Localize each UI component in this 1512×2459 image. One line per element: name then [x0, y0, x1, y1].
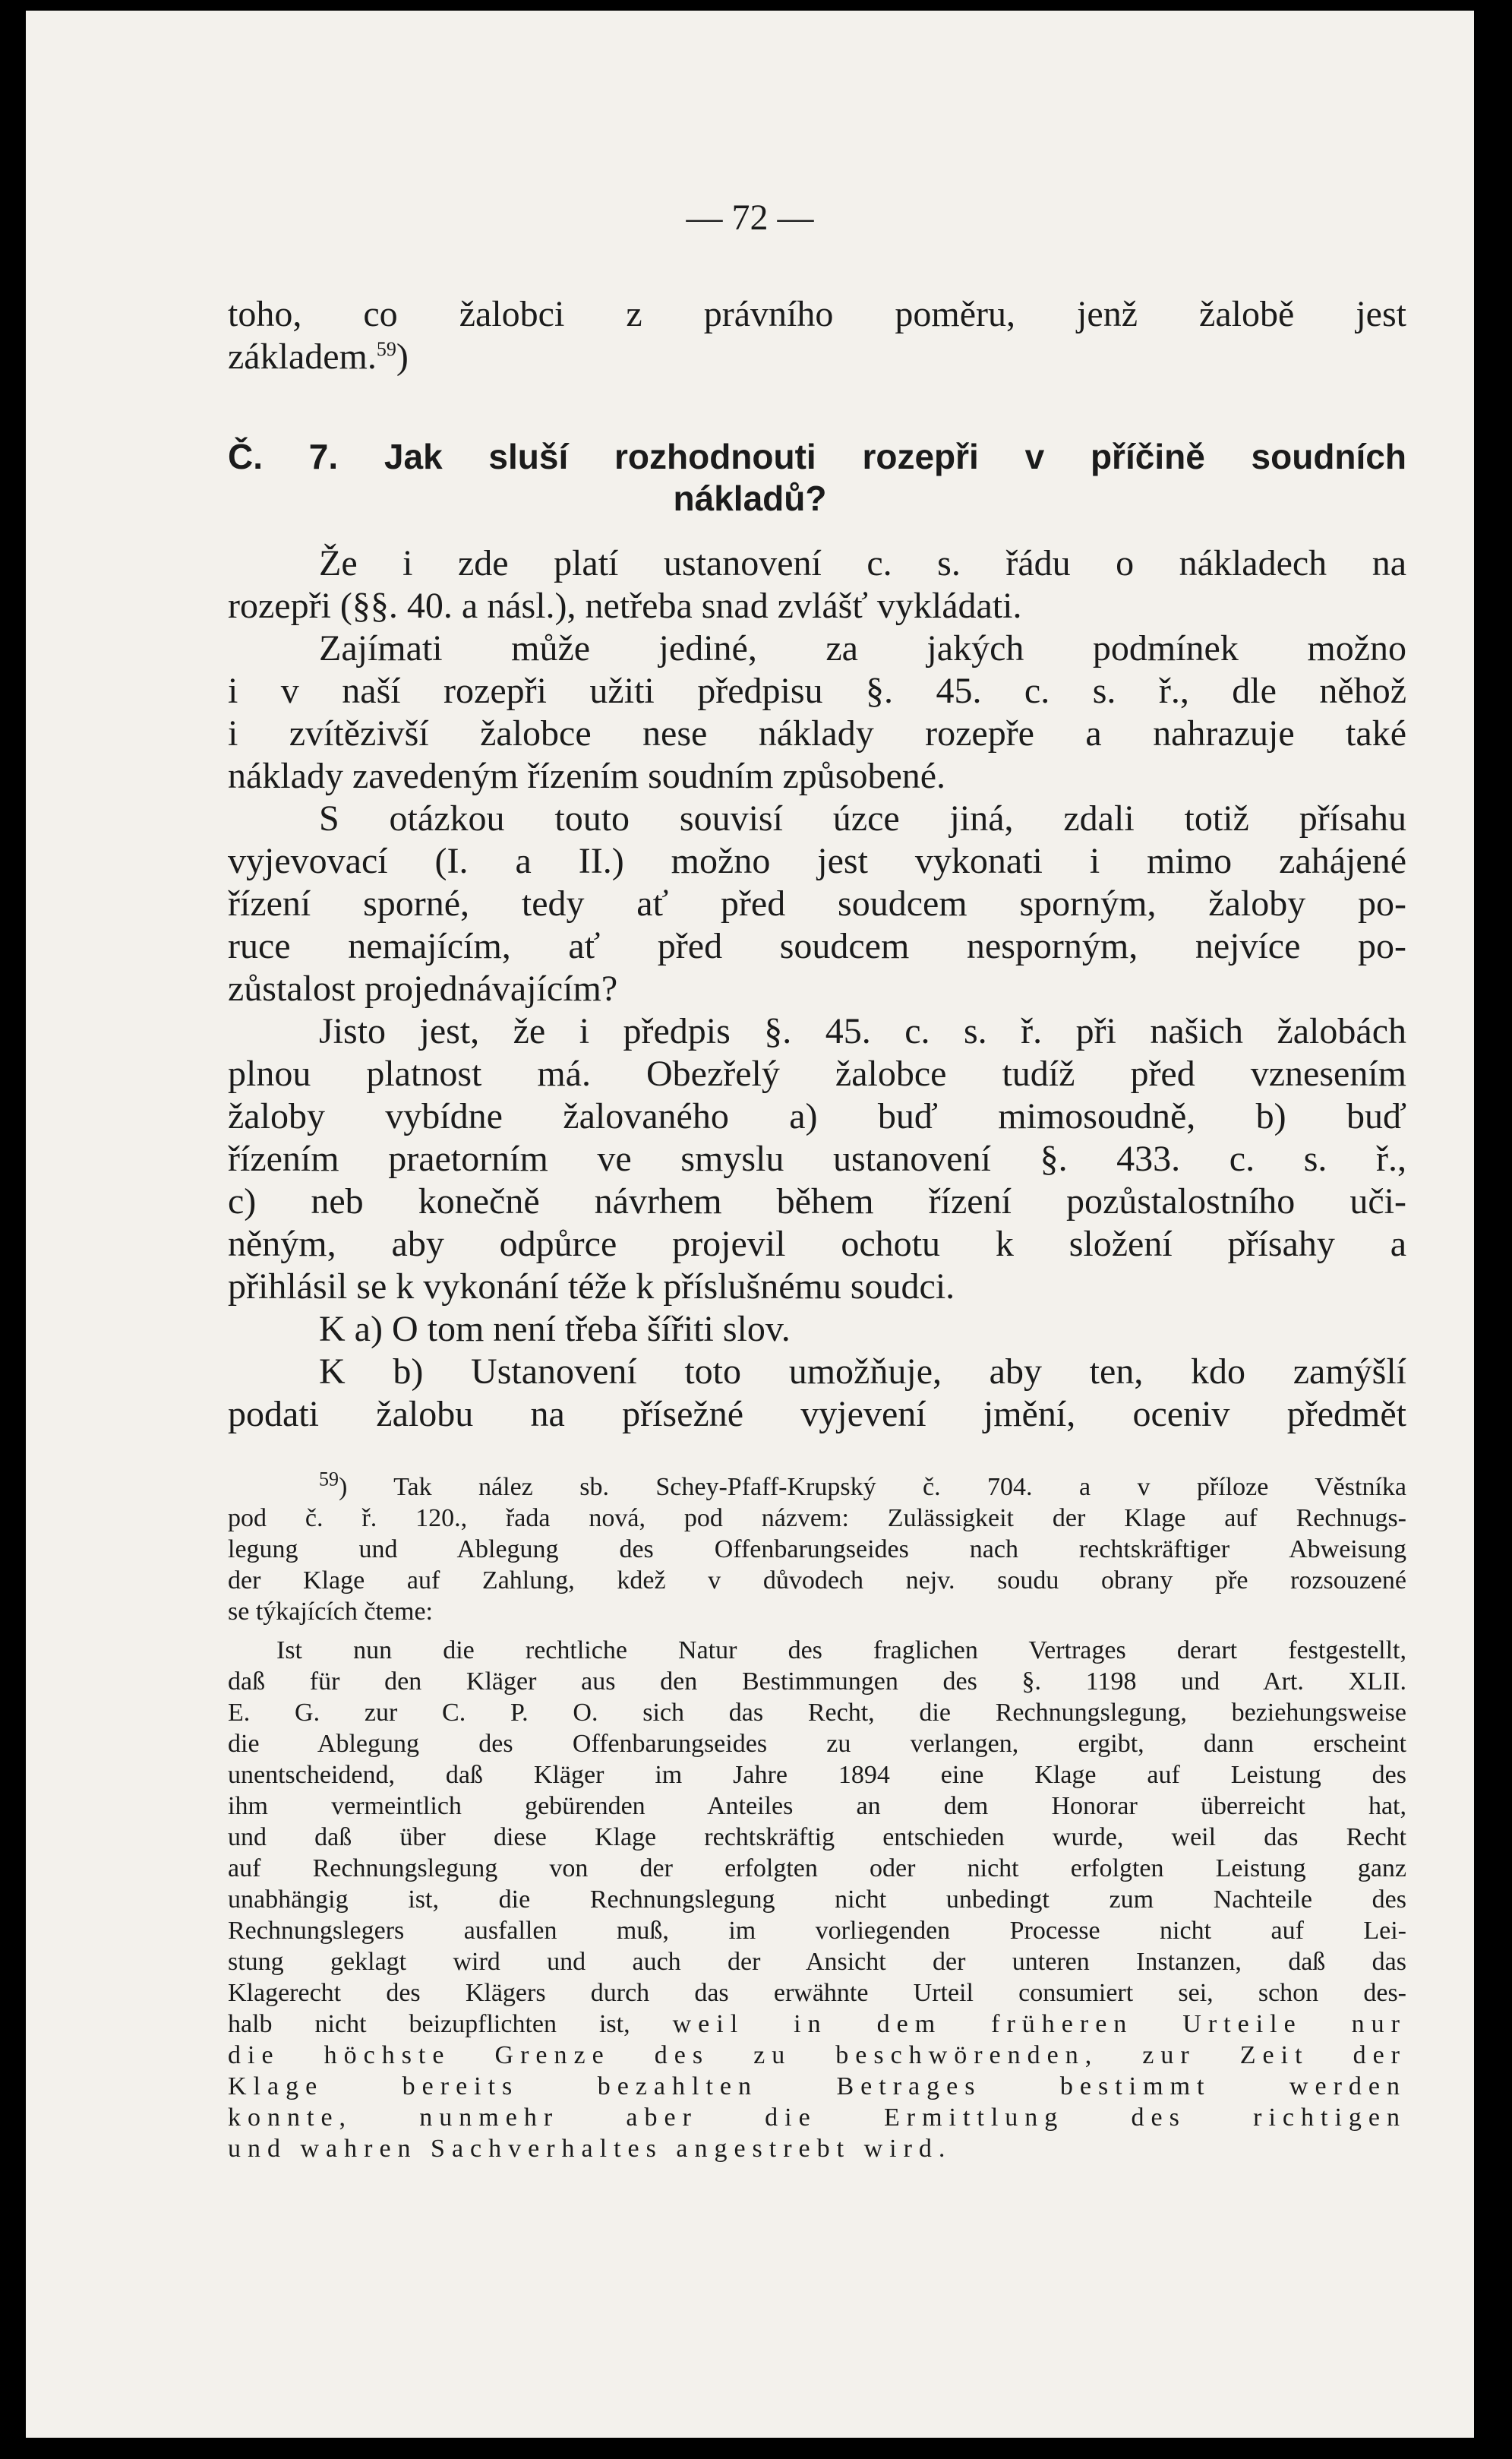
paragraph-4-line-3: žaloby vybídne žalovaného a) buď mimosoudně, b) buď — [228, 1096, 1406, 1136]
paragraph-3-line-2: vyjevovací (I. a II.) možno jest vykonati i mimo zahájené — [228, 841, 1406, 881]
intro-line-1: toho, co žalobci z právního poměru, jenž žalobě jest — [228, 294, 1406, 334]
paragraph-4-line-4: řízením praetorním ve smyslu ustanovení §. 433. c. s. ř., — [228, 1139, 1406, 1179]
intro-line-2 — [228, 336, 1406, 378]
quote-line-7: und daß über diese Klage rechtskräftig entschieden wurde, weil das Recht — [228, 1823, 1406, 1851]
footnote-ref-marker: 59 — [376, 338, 396, 360]
paragraph-2-line-3: i zvítězivší žalobce nese náklady rozepře a nahrazuje také — [228, 713, 1406, 754]
intro-line-2-text: základem. — [228, 337, 377, 377]
paragraph-1-line-1: Že i zde platí ustanovení c. s. řádu o nákladech na — [319, 543, 1406, 583]
paragraph-1-line-2: rozepři (§§. 40. a násl.), netřeba snad zvlášť vykládati. — [228, 586, 1022, 626]
quote-line-13 — [228, 2010, 1406, 2039]
paragraph-2-line-1: Zajímati může jediné, za jakých podmínek možno — [319, 628, 1406, 668]
quote-line-11: stung geklagt wird und auch der Ansicht der unteren Instanzen, daß das — [228, 1948, 1406, 1976]
paragraph-6-line-2: podati žalobu na přísežné vyjevení jmění, oceniv předmět — [228, 1394, 1406, 1434]
paragraph-6-line-1: K b) Ustanovení toto umožňuje, aby ten, kdo zamýšlí — [319, 1351, 1406, 1392]
section-heading-line-1: Č. 7. Jak sluší rozhodnouti rozepři v příčině soudních — [228, 437, 1406, 476]
paragraph-3-line-5: zůstalost projednávajícím? — [228, 969, 618, 1009]
paragraph-4-line-2: plnou platnost má. Obezřelý žalobce tudíž před vznesením — [228, 1054, 1406, 1094]
quote-line-6: ihm vermeintlich gebürenden Anteiles an dem Honorar überreicht hat, — [228, 1792, 1406, 1820]
footnote-line-2: pod č. ř. 120., řada nová, pod názvem: Zulässigkeit der Klage auf Rechnugs- — [228, 1504, 1406, 1532]
paragraph-3-line-3: řízení sporné, tedy ať před soudcem sporným, žaloby po- — [228, 883, 1406, 924]
quote-line-3: E. G. zur C. P. O. sich das Recht, die Rechnungslegung, beziehungsweise — [228, 1699, 1406, 1727]
quote-line-5: unentscheidend, daß Kläger im Jahre 1894 eine Klage auf Leistung des — [228, 1761, 1406, 1789]
quote-line-17: und wahren Sachverhaltes angestrebt wird. — [228, 2135, 952, 2163]
quote-line-1: Ist nun die rechtliche Natur des fraglichen Vertrages derart festgestellt, — [276, 1636, 1406, 1664]
intro-line-2-close: ) — [396, 337, 409, 377]
paragraph-2-line-2: i v naší rozepři užiti předpisu §. 45. c. s. ř., dle něhož — [228, 671, 1406, 711]
footnote-line-1-text: ) Tak nález sb. Schey-Pfaff-Krupský č. 704. a v příloze Věstníka — [339, 1473, 1406, 1501]
page-number: — 72 — — [686, 198, 814, 238]
quote-line-2: daß für den Kläger aus den Bestimmungen des §. 1198 und Art. XLII. — [228, 1667, 1406, 1696]
footnote-line-1 — [319, 1468, 1406, 1502]
footnote-line-4: der Klage auf Zahlung, kdež v důvodech nejv. soudu obrany pře rozsouzené — [228, 1566, 1406, 1595]
quote-line-15: Klage bereits bezahlten Betrages bestimmt werden — [228, 2072, 1406, 2100]
quote-line-16: konnte, nunmehr aber die Ermittlung des richtigen — [228, 2103, 1406, 2132]
quote-line-8: auf Rechnungslegung von der erfolgten oder nicht erfolgten Leistung ganz — [228, 1854, 1406, 1882]
quote-line-14: die höchste Grenze des zu beschwörenden, zur Zeit der — [228, 2041, 1406, 2069]
paragraph-2-line-4: náklady zavedeným řízením soudním způsobené. — [228, 756, 946, 796]
paragraph-3-line-4: ruce nemajícím, ať před soudcem nesporným, nejvíce po- — [228, 926, 1406, 966]
paragraph-3-line-1: S otázkou touto souvisí úzce jiná, zdali totiž přísahu — [319, 798, 1406, 839]
quote-line-13-lead: halb nicht beizupflichten ist, — [228, 2010, 630, 2038]
section-heading-line-2: nákladů? — [673, 479, 827, 518]
book-page — [26, 11, 1474, 2438]
quote-line-12: Klagerecht des Klägers durch das erwähnte Urteil consumiert sei, schon des- — [228, 1979, 1406, 2007]
footnote-number: 59 — [319, 1468, 339, 1490]
paragraph-4-line-1: Jisto jest, že i předpis §. 45. c. s. ř. při našich žalobách — [319, 1011, 1406, 1051]
paragraph-4-line-5: c) neb konečně návrhem během řízení pozůstalostního uči- — [228, 1181, 1406, 1222]
quote-line-9: unabhängig ist, die Rechnungslegung nicht unbedingt zum Nachteile des — [228, 1885, 1406, 1914]
paragraph-5-line-1: K a) O tom není třeba šířiti slov. — [319, 1309, 791, 1349]
quote-line-13-spaced: weil in dem früheren Urteile nur — [672, 2010, 1407, 2038]
paragraph-4-line-6: něným, aby odpůrce projevil ochotu k složení přísahy a — [228, 1224, 1406, 1264]
footnote-line-3: legung und Ablegung des Offenbarungseides nach rechtskräftiger Abweisung — [228, 1535, 1406, 1563]
paragraph-4-line-7: přihlásil se k vykonání téže k příslušnému soudci. — [228, 1266, 955, 1307]
quote-line-10: Rechnungslegers ausfallen muß, im vorliegenden Processe nicht auf Lei- — [228, 1917, 1406, 1945]
footnote-line-5: se týkajících čteme: — [228, 1598, 433, 1626]
quote-line-4: die Ablegung des Offenbarungseides zu verlangen, ergibt, dann erscheint — [228, 1730, 1406, 1758]
